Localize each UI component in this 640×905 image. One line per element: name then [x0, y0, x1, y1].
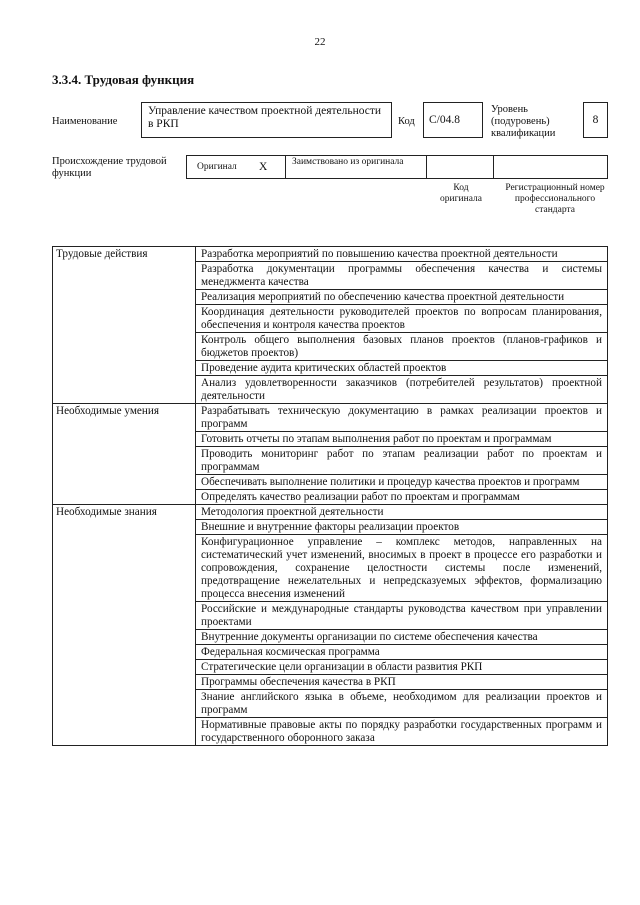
code-value: C/04.8 [423, 102, 483, 138]
origin-original-cell [186, 155, 286, 179]
section-title-cell: Трудовые действия [53, 247, 196, 404]
table-cell: Программы обеспечения качества в РКП [196, 675, 608, 690]
code-caption: Код оригинала [440, 183, 482, 204]
table-row [53, 404, 608, 432]
name-label: Наименование [52, 116, 118, 127]
table-cell: Реализация мероприятий по обеспечению качества проектной деятельности [196, 290, 608, 305]
original-label: Оригинал [197, 162, 237, 172]
name-value: Управление качеством проектной деятельности в РКП [141, 102, 392, 138]
table-cell: Российские и международные стандарты руководства качеством при управлении проектами [196, 602, 608, 630]
page-number: 22 [314, 36, 326, 48]
borrowed-cell: Заимствовано из оригинала [285, 155, 427, 179]
table-cell: Анализ удовлетворенности заказчиков (потребителей результатов) проектной деятельности [196, 376, 608, 404]
table-cell: Проведение аудита критических областей проектов [196, 361, 608, 376]
table-cell: Нормативные правовые акты по порядку разработки государственных программ и государственного оборонного заказа [196, 718, 608, 746]
code-label: Код [398, 116, 415, 127]
table-cell: Контроль общего выполнения базовых планов проектов (планов-графиков и бюджетов проектов) [196, 333, 608, 361]
table-cell: Разработка документации программы обеспечения качества и системы менеджмента качества [196, 262, 608, 290]
table-row [53, 505, 608, 520]
table-cell: Проводить мониторинг работ по этапам реализации работ по проектам и программам [196, 447, 608, 475]
table-cell: Методология проектной деятельности [196, 505, 608, 520]
origin-label: Происхождение трудовой функции [52, 156, 167, 179]
table-cell: Федеральная космическая программа [196, 645, 608, 660]
section-title-cell: Необходимые умения [53, 404, 196, 505]
table-cell: Разрабатывать техническую документацию в рамках реализации проектов и программ [196, 404, 608, 432]
table-cell: Конфигурационное управление – комплекс методов, направленных на систематический учет изменений, вносимых в проект в процессе его разработки и сопровождения, сохранение целостности системы после изменений, предотвращение нежелательных и непредсказуемых эффектов, формализацию процесса внесения изменений [196, 535, 608, 602]
table-cell: Внутренние документы организации по системе обеспечения качества [196, 630, 608, 645]
table-cell: Обеспечивать выполнение политики и процедур качества проектов и программ [196, 475, 608, 490]
table-cell: Внешние и внутренние факторы реализации проектов [196, 520, 608, 535]
level-value: 8 [583, 102, 608, 138]
registration-caption: Регистрационный номер профессионального стандарта [505, 183, 605, 215]
table-cell: Разработка мероприятий по повышению качества проектной деятельности [196, 247, 608, 262]
table-cell: Знание английского языка в объеме, необходимом для реализации проектов и программ [196, 690, 608, 718]
section-title: 3.3.4. Трудовая функция [52, 72, 195, 87]
original-mark: X [259, 161, 268, 173]
table-cell: Стратегические цели организации в области развития РКП [196, 660, 608, 675]
table-cell: Готовить отчеты по этапам выполнения работ по проектам и программам [196, 432, 608, 447]
table-cell: Определять качество реализации работ по проектам и программам [196, 490, 608, 505]
original-code-cell [426, 155, 494, 179]
level-label: Уровень (подуровень) квалификации [491, 104, 556, 139]
registration-number-cell [493, 155, 608, 179]
table-cell: Координация деятельности руководителей проектов по вопросам планирования, обеспечения и контроля качества проектов [196, 305, 608, 333]
function-table [52, 246, 608, 746]
table-row [53, 247, 608, 262]
section-title-cell: Необходимые знания [53, 505, 196, 746]
